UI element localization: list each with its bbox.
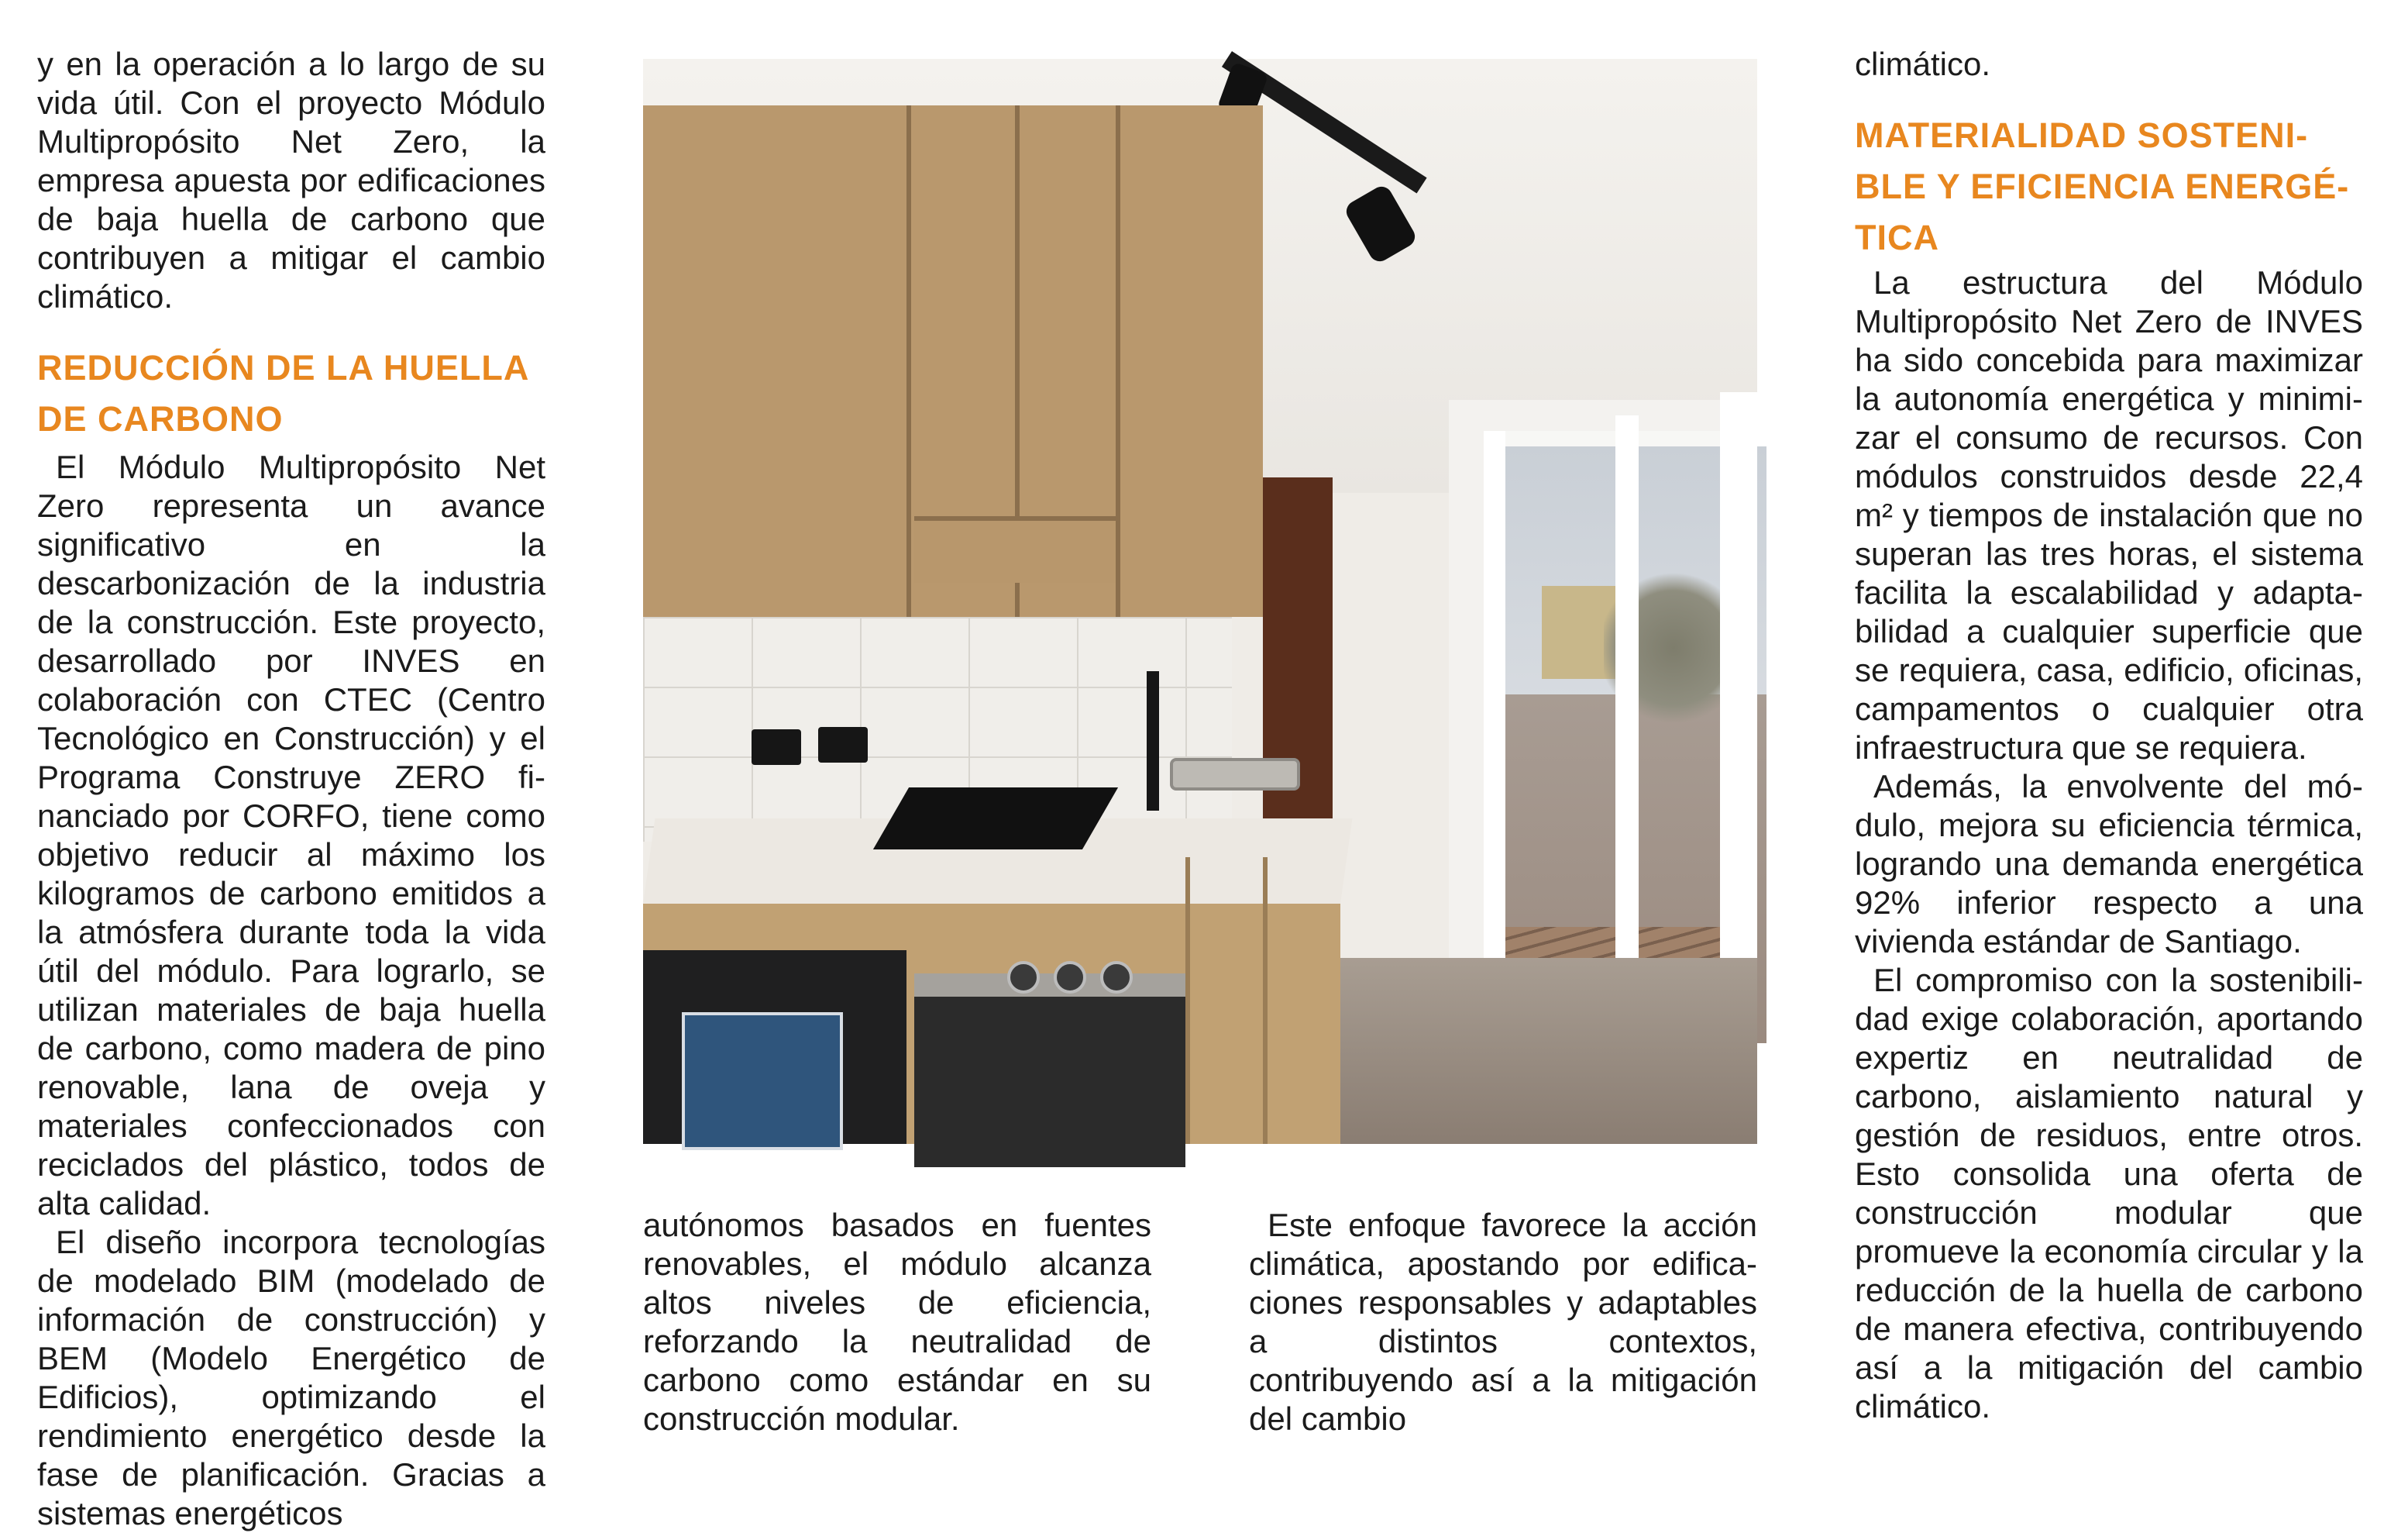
article-column-1 bbox=[37, 45, 545, 1531]
column-4-paragraph-1: La estructura del Módulo Multipropósito Net Zero de INVES ha sido concebida para maximizar la autonomía energética y minimizar el consumo de recursos. Con módulos construidos desde 22,4 m² y tiempos de instalación que no superan las tres horas, el sistema facilita la escalabilidad y adaptabilidad a cualquier superficie que se requiera, casa, edificio, oficinas, campamentos o cualquier otra infraestructura que se requiera. bbox=[1855, 264, 2363, 766]
column-2-text: autónomos basados en fuentes renovables, el módulo alcanza altos niveles de eficiencia, reforzando la neutralidad de carbono como estándar en su construcción modular. bbox=[643, 1207, 1151, 1437]
kitchen-module-photo bbox=[643, 59, 1757, 1144]
column-4-paragraph-2: Además, la envolvente del módulo, mejora su eficiencia térmica, logrando una demanda energética 92% inferior respecto a una vivienda estándar de Santiago. bbox=[1855, 768, 2363, 959]
column-1-paragraph-2: El diseño incorpora tecnologías de modelado BIM (modelado de información de construcción) y BEM (Modelo Energético de Edificios), optimizando el rendimiento energético desde la fase de planificación. Gracias a sistemas energéticos bbox=[37, 1224, 545, 1531]
article-column-2 bbox=[643, 1206, 1151, 1437]
column-4-paragraph-3: El compromiso con la sostenibilidad exige colaboración, aportando expertiz en neutralidad de carbono, aislamiento natural y gestión de residuos, entre otros. Esto consolida una oferta de construcción modular que promueve la economía circular y la reducción de la huella de carbono de manera efectiva, contribuyendo así a la mitigación del cambio climático. bbox=[1855, 962, 2363, 1424]
column-1-intro: y en la operación a lo largo de su vida útil. Con el proyecto Módulo Multipropósito Net Zero, la empresa apuesta por edificaciones de baja huella de carbono que contribuyen a mitigar el cambio climático. bbox=[37, 46, 545, 315]
article-column-4 bbox=[1855, 45, 2363, 1424]
article-column-3 bbox=[1249, 1206, 1757, 1437]
column-4-intro: climático. bbox=[1855, 46, 1991, 82]
section-heading-sustainable-materials: MATERIALIDAD SOSTENIBLE Y EFICIENCIA ENERGÉTICA bbox=[1855, 115, 2349, 257]
column-3-text: Este enfoque favorece la acción climática, apostando por edificaciones responsables y adaptables a distintos contextos, contribuyendo así a la mitigación del cambio bbox=[1249, 1207, 1757, 1437]
column-1-paragraph-1: El Módulo Multipropósito Net Zero representa un avance significativo en la descarbonización de la industria de la construcción. Este proyecto, desarrollado por INVES en colaboración con CTEC (Centro Tecnológico en Construcción) y el Programa Construye ZERO financiado por CORFO, tiene como objetivo reducir al máximo los kilogramos de carbono emitidos a la atmósfera durante toda la vida útil del módulo. Para lograrlo, se utilizan materiales de baja huella de carbono, como madera de pino renovable, lana de oveja y materiales confeccionados con reciclados del plástico, todos de alta calidad. bbox=[37, 449, 545, 1221]
section-heading-carbon-reduction: REDUCCIÓN DE LA HUELLA DE CARBONO bbox=[37, 348, 528, 439]
